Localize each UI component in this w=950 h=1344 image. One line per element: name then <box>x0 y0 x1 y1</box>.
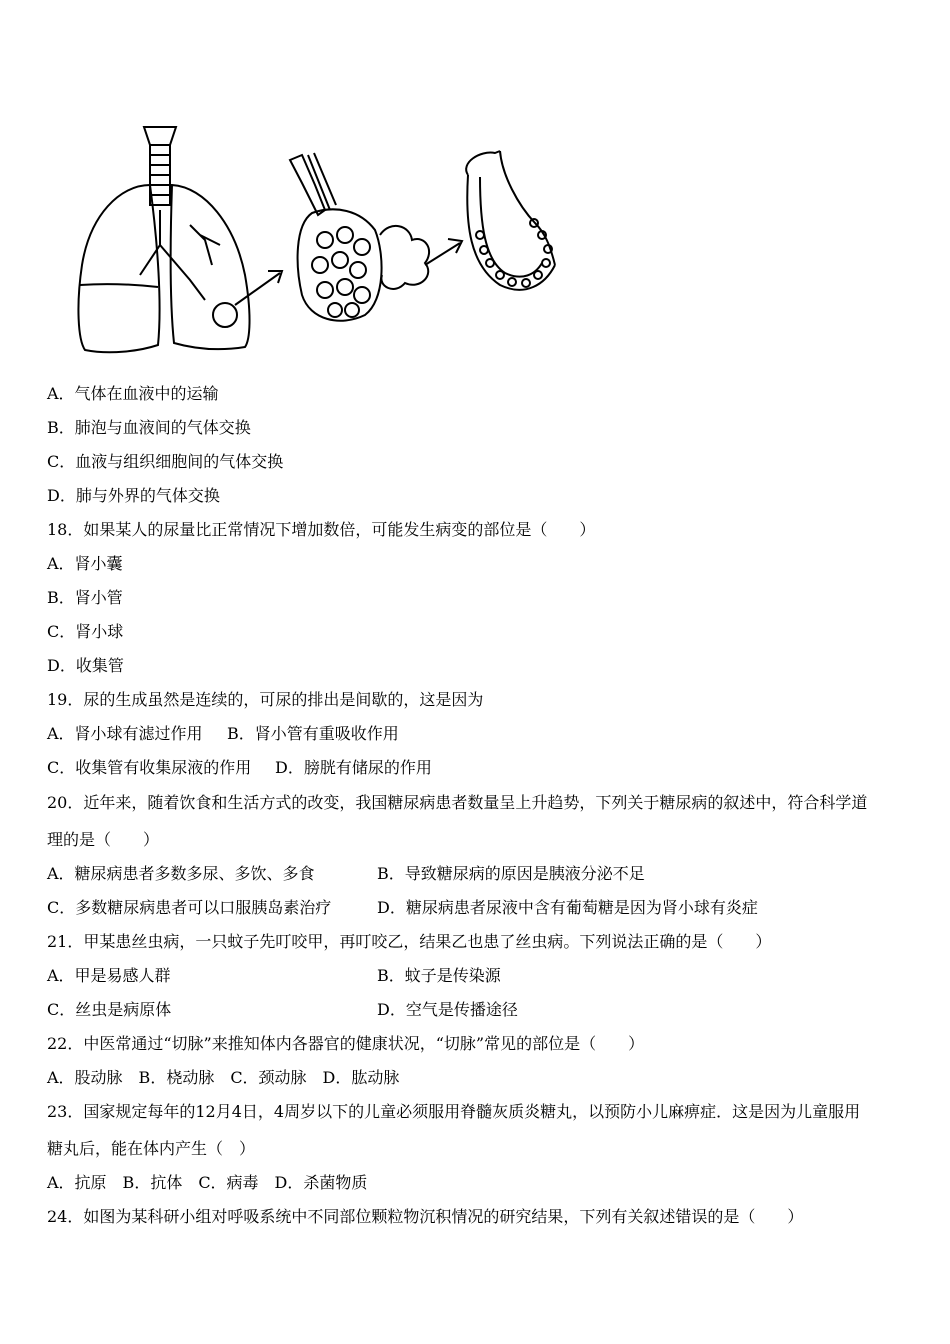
q21-option-c[interactable]: C．丝虫是病原体 <box>47 1000 172 1019</box>
q19-option-c[interactable]: C．收集管有收集尿液的作用 <box>47 758 252 777</box>
q23-options[interactable]: A．抗原 B．抗体 C．病毒 D．杀菌物质 <box>47 1173 368 1192</box>
q22-stem: 22．中医常通过“切脉”来推知体内各器官的健康状况，“切脉”常见的部位是（ ） <box>47 1034 645 1053</box>
q23-stem-line1: 23．国家规定每年的12月4日，4周岁以下的儿童必须服用脊髓灰质炎糖丸，以预防小儿麻痹症．这是因为儿童服用 <box>47 1102 861 1121</box>
q24-stem: 24．如图为某科研小组对呼吸系统中不同部位颗粒物沉积情况的研究结果，下列有关叙述错误的是（ ） <box>47 1207 804 1226</box>
alveoli-drawing <box>290 153 462 321</box>
q20-row1 <box>47 864 645 884</box>
q19-option-b[interactable]: B．肾小管有重吸收作用 <box>227 724 399 743</box>
q17-option-b[interactable]: B．肺泡与血液间的气体交换 <box>47 418 251 437</box>
q20-option-d[interactable]: D．糖尿病患者尿液中含有葡萄糖是因为肾小球有炎症 <box>377 898 758 917</box>
q17-option-c[interactable]: C．血液与组织细胞间的气体交换 <box>47 452 284 471</box>
q20-stem-line2: 理的是（ ） <box>47 830 160 849</box>
q19-option-a[interactable]: A．肾小球有滤过作用 <box>47 724 203 743</box>
q18-option-d[interactable]: D．收集管 <box>47 656 124 675</box>
q20-row2 <box>47 898 758 918</box>
q17-option-a[interactable]: A．气体在血液中的运输 <box>47 384 219 403</box>
q17-option-d[interactable]: D．肺与外界的气体交换 <box>47 486 220 505</box>
q21-option-a[interactable]: A．甲是易感人群 <box>47 966 171 985</box>
q21-row2 <box>47 1000 518 1020</box>
q20-stem-line1: 20．近年来，随着饮食和生活方式的改变，我国糖尿病患者数量呈上升趋势，下列关于糖尿病的叙述中，符合科学道 <box>47 793 868 812</box>
q19-stem: 19．尿的生成虽然是连续的，可尿的排出是间歇的，这是因为 <box>47 690 484 709</box>
respiratory-figure <box>40 115 580 365</box>
q21-row1 <box>47 966 501 986</box>
lungs-drawing <box>78 127 282 352</box>
q18-option-a[interactable]: A．肾小囊 <box>47 554 123 573</box>
q20-option-c[interactable]: C．多数糖尿病患者可以口服胰岛素治疗 <box>47 898 332 917</box>
q21-option-b[interactable]: B．蚊子是传染源 <box>377 966 501 985</box>
q18-option-c[interactable]: C．肾小球 <box>47 622 124 641</box>
capillary-drawing <box>466 151 555 290</box>
q23-stem-line2: 糖丸后，能在体内产生（ ） <box>47 1139 256 1158</box>
q20-option-b[interactable]: B．导致糖尿病的原因是胰液分泌不足 <box>377 864 645 883</box>
q20-option-a[interactable]: A．糖尿病患者多数多尿、多饮、多食 <box>47 864 315 883</box>
q18-option-b[interactable]: B．肾小管 <box>47 588 123 607</box>
q22-options[interactable]: A．股动脉 B．桡动脉 C．颈动脉 D．肱动脉 <box>47 1068 400 1087</box>
q21-stem: 21．甲某患丝虫病，一只蚊子先叮咬甲，再叮咬乙，结果乙也患了丝虫病。下列说法正确的是（ ） <box>47 932 772 951</box>
q18-stem: 18．如果某人的尿量比正常情况下增加数倍，可能发生病变的部位是（ ） <box>47 520 596 539</box>
q19-option-d[interactable]: D．膀胱有储尿的作用 <box>275 758 432 777</box>
q19-row1 <box>47 724 399 744</box>
q21-option-d[interactable]: D．空气是传播途径 <box>377 1000 518 1019</box>
q19-row2 <box>47 758 432 778</box>
